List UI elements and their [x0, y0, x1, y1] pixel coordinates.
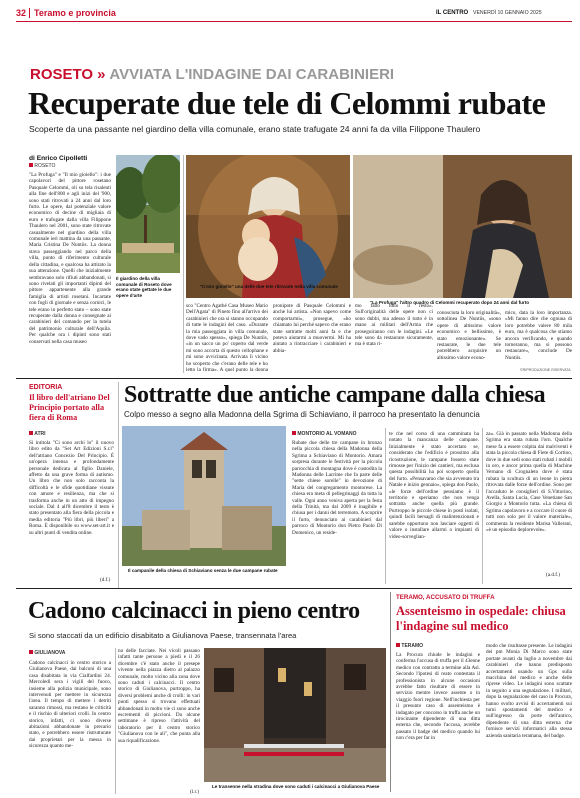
lead-col-6: mico, data la loro importanza. «Mi fanno dire che ognuna di loro potrebbe valere 80 mila euro, ma è qualcosa che stiamo ancora verificando, e quando torneranno, ma si possono restaurare», conclude De Nuntiis. [505, 310, 572, 361]
campane-col-3: za». Già in passato nella Madonna della Sgrima era stata rubata l'orn. Qualche mese fa a essere colpita dai malviventi è stata la piccola chiesa di Fiete di Cortino, dove in due sedi sono stati rubati i mobili in oro, e ancor prima quella di Machine Vernano di Crognaleto dove è stata rubata la scultura di un leone in pietra ritrovata dalle forze dell'ordine. Sono per l'accaduto le consiglieri di S.Vittorino, Avella, Santa Lucia, Case Venetiane San Giorgio a Montorio tutta. «La chiesa di Sgrima capolavoro e a coccare il cuore di tutti non solo per il valore materiale», commenta la residente Marisa Vallerani, «è un episodio deplorevole». [486, 431, 572, 534]
campanile-photo [122, 426, 286, 566]
editoria-place-label: ATRI [34, 431, 46, 437]
lead-col-3: pronipote di Pasquale Celommi e anche lui artista. «Non sapevo come comportarmi», prosegue, «ho chiamato lui perché sapevo che erano state sottratte molti anni fa e che poteva aiutarmi a muovermi. Mi ha aiutato a rintracciare i carabinieri e abbia- [273, 303, 351, 354]
place-square-icon [29, 650, 33, 654]
column-divider [390, 592, 391, 792]
campane-headline: Sottratte due antiche campane dalla chiesa [124, 382, 546, 408]
campane-place-label: MONTORIO AL VOMANO [297, 431, 357, 437]
medico-col-2: modo che risultasse presente. Le indagini dei pm Monia Di Marco sono state portate avanti da luglio a novembre dai carabinieri che hanno predisposto accertamenti usando un Gps sulla macchina del medico e anche delle riprese video. Le indagini sono scattate in seguito a una segnalazione. I militari, dopo la segnalazione del caso in Procura, hanno svolto avvisi di accertamenti sui turni spostamenti del medico e sull'ingresso da porte dell'antico, dipendente di una ditta esterna che fornisce servizi informatici alla stessa azienda sanitaria teramana, del badge. [486, 643, 572, 739]
editoria-tag: EDITORIA [29, 384, 63, 391]
section-title: Teramo e provincia [34, 8, 116, 18]
cadono-col-2: no delle facciate. Nei vicoli passano infatti tante persone a piedi e il 26 dicembre c'è stato anche il presepe vivente nella piazza dietro al palazzo comunale, molto vicino alla zona dove sono caduti i calcinacci. Il centro storico di Giulianova, purtroppo, ha diversi problemi anche di crolli: in vari punti spesso si trovano effettuati abbandonati in molto vie ci sono anche escrementi di piccioni. Da alcune settimane è ripreso l'attività del laboratorio per il centro storico "Giulianova con le ali", che punta alla sua riqualificazione. [118, 648, 200, 744]
cadono-signature: (l.r.) [190, 789, 199, 795]
cadono-headline: Cadono calcinacci in pieno centro [28, 598, 360, 624]
medico-col-1: La Procura chiude le indagini e conferma l'accusa di truffa per il 43enne medico con contratto a termine alla Asl. Secondo l'ipotesi di reato contestata il professionista in alcune occasioni avrebbe fatto risultare di essere in servizio mentre invece assente o in viaggio fuori regione. Nell'inchiesta per il presunto caso di assenteismo è indagato per concorso in truffa anche un tirocinante dipendente di una ditta esterna che, secondo l'accusa, avrebbe passato il badge del medico quando lui non c'era per far in [396, 652, 480, 742]
campane-place [292, 431, 356, 437]
header-rule [16, 21, 572, 22]
place-square-icon [29, 431, 33, 435]
painting-mio-gioiello [186, 155, 350, 298]
transenne-caption: Le transenne nella stradina dove sono caduti i calcinacci a Giulianova Paese [212, 784, 380, 789]
place-square-icon [29, 163, 33, 167]
lead-col-1: "La Profuga" e "Il mio gioiello": i due capolavori del pittore rosetano Pasquale Celommi, oli su tela risalenti alla fine dell'800 e agli inizi del '900, sono stati ritrovati a 24 anni dal loro furto. Le opere, dal potenziale valore economico di decine di migliaia di euro e trafugate dalla villa Filippone Thaulero nel 2001, sono state ritrovate casualmente nel giardino della villa comunale ieri mattina da una passante, Maria Cristina De Nuntiis. La donna stava passeggiando nel parco della villa, punto di riferimento culturale della cittadina, e qualcosa ha attirato la sua attenzione. Quelli che inizialmente sembravano solo rifiuti abbandonati, si sono rivelati gli importanti dipinti del pittore appartenente alla grande famiglia di artisti rosetani. Incartate con fogli di giornale e senza cornici, le tele erano in perfetto stato – sono state recuperate dalla donna e consegnate ai carabinieri del comando per la tutela del patrimonio culturale dell'Aquila. Per qualche ora i dipinti sono stati conservati nella casa museo [29, 172, 111, 345]
campanile-caption: Il campanile della chiesa di Schiaviano senza le due campane rubate [128, 568, 278, 573]
column-divider [183, 155, 184, 373]
byline-place-label: ROSETO [34, 163, 56, 169]
cadono-subhead: Si sono staccati da un edificio disabitato a Giulianova Paese, transennata l'area [29, 631, 297, 640]
medico-place-label: TERAMO [401, 643, 424, 649]
kicker-separator: » [97, 66, 106, 83]
issue-date: VENERDÌ 10 GENNAIO 2025 [473, 10, 542, 16]
column-divider [115, 648, 116, 794]
lead-col-5-visible: conosciuta la loro originalità», sottolinea De Nuntiis, «sono opere di altissimo valore economico e bellissime, è stato emozionante». Se restaurate, le due tele potrebbero acquisire un altissimo valore econo- [437, 310, 501, 361]
campane-subhead: Colpo messo a segno alla Madonna della Sgrima di Schiaviano, il parroco ha presentato la denuncia [124, 410, 480, 419]
garden-caption: Il giardino della villa comunale di Roseto dove erano state gettate le due opere d'arte [116, 276, 172, 298]
medico-kicker: TERAMO, ACCUSATO DI TRUFFA [396, 594, 495, 601]
lead-kicker [30, 66, 394, 84]
painting-mio-gioiello-image [186, 155, 350, 298]
painting-la-profuga [353, 155, 572, 298]
kicker-text: AVVIATA L'INDAGINE DAI CARABINIERI [109, 66, 395, 83]
column-divider [385, 428, 386, 584]
page-header [16, 6, 572, 20]
editoria-signature: (d.f.) [100, 577, 111, 583]
garden-photo [116, 155, 180, 273]
medico-place [396, 643, 423, 649]
profuga-caption: "La Profuga" l'altro quadro di Celommi recuperato dopo 24 anni dal furto [370, 300, 530, 305]
page-number-divider [29, 8, 30, 18]
editoria-text: Si intitola "Ci sono archi lo" il nuovo libro edito da "Set Art Edizioni S.r.l" dell'atriano Concezio Del Principio. È un'opera intensa e profondamente personale dedicata al figlio Daniele, affetto da una grave forma di autismo. Un libro che non solo racconta la difficoltà e le sfide quotidiane vissute con amore e resilienza, ma che si trasforma anche in un atto di impegno sociale. Dal 4 all'8 dicembre il testo è stato presentato alla fiera della piccola e media editoria "Più libri, più liberi" a Roma. È disponibile su www.set-art.it e su altri punti di vendita online. [29, 440, 114, 536]
byline: di Enrico Cipolletti [29, 155, 88, 162]
lead-headline: Recuperate due tele di Celommi rubate [28, 85, 546, 121]
medico-headline: Assenteismo in ospedale: chiusa l'indagine sul medico [396, 604, 566, 633]
lead-col-4: mo fatto tutto il resto». Sull'originalità delle opere non ci sono dubbi, ma adesso il tutto è in mano ai militari dell'Arma che proseguiranno con le indagini. «Le tele sono da restaurare sicuramente, ma è stata ri- [355, 303, 433, 348]
painting-la-profuga-image [353, 155, 572, 298]
section-rule-2 [16, 588, 572, 589]
byline-place [29, 163, 55, 169]
campanile-image [122, 426, 286, 566]
masthead: IL CENTRO [436, 10, 469, 16]
lead-col-2: sco "Centro Agathé Casa Museo Mario Dell'Agata" di Pineto fino all'arrivo dei carabinieri che ora si stanno occupando di tutte le indagini del caso. «Durante la mia passeggiata in villa comunale, dove vado spesso», spiega De Nuntiis, «in un sacco un po' coperto dal verde mi sono accorta di questo cellophane e mi sono avvicinata. Arrivata lì vicino ho scoperto che c'erano delle tele e ho letto la firma». A quel punto la donna [186, 303, 268, 373]
page-number: 32 [16, 8, 27, 18]
column-divider [482, 428, 483, 584]
place-square-icon [292, 431, 296, 435]
gioiello-caption: "Il mio gioiello" una delle due tele ritrovate nella villa comunale [200, 284, 338, 289]
garden-image [116, 155, 180, 273]
kicker-place: ROSETO [30, 66, 94, 83]
editoria-place [29, 431, 46, 437]
cadono-col-1: Cadono calcinacci in centro storico a Giulianova Paese, dai balconi di una casa disabitata in via Cialfardini 24. Mercoledì sera i vigili del fuoco, insieme alla polizia municipale, sono intervenuti per mettere in sicurezza l'area. Il tempo di mettere i detriti saranno rimossi, ma restano le criticità e il rischio di ulteriori crolli. In centro storico, infatti, ci sono diverse abitazioni abbandonate in precario stato, e potrebbero essere ristrutturate dai proprietari per la messa in sicurezza quanto me- [29, 660, 111, 750]
transenne-photo [204, 648, 386, 782]
copyright-credit: ©RIPRODUZIONE RISERVATA [520, 368, 571, 372]
section-rule-1 [16, 378, 572, 379]
campane-col-2: te che nel corso di una camminata ha notato la mancanza delle campane. Inizialmente è stato accertato se, considerato che l'edificio è prossimo alla ricostruzione, le campane fossero state rimosse per l'inizio dei cantieri, ma esclusa questa possibilità ha poi scoperto quella del furto. «Pensavamo che sia avvenuto tra Natale e inizio gennaio», spiega don Paolo, «le forze dell'ordine pensiamo è il territorio e speriamo che non venga sottratta anche quella più grande. Purtroppo le piccole chiese in posti isolati, quindi facili bersagli di malintenzionati e sarebbe opportuno non lasciare oggetti di valore o installare allarmi o impianti di video-sorveglian- [389, 431, 479, 540]
cadono-place-label: GIULIANOVA [34, 650, 66, 656]
campane-signature: (a.d.f.) [546, 572, 560, 578]
column-divider [118, 382, 119, 588]
editoria-headline: Il libro dell'atriano Del Principio portato alla fiera di Roma [29, 393, 110, 422]
place-square-icon [396, 643, 400, 647]
transenne-image [204, 648, 386, 782]
cadono-place [29, 650, 65, 656]
campane-col-1: Rubate due delle tre campane in bronzo nella piccola chiesa della Madonna della Sgrima a Schiaviano di Montorio. Amara sorpresa durante le festività per la piccola parrocchia di montagna dove è custodita la Madonna delle Lacrime che fa parte delle "sette chiese sorelle" in devozione di Maria del congregamento montorese. La chiesa era meta di pellegrinaggi da tutta la valle. Ogni anno veniva aperta per la festa della Trinità, ma dal 2009 è inagibile e chiusa per i danni del terremoto. A scoprire il furto, denunciato ai carabinieri dal parroco di Montorio don Pietro Paolo Di Domenico, un reside- [292, 440, 382, 536]
lead-subhead: Scoperte da una passante nel giardino della villa comunale, erano state trafugate 24 anni fa da villa Filippone Thaulero [29, 124, 481, 134]
